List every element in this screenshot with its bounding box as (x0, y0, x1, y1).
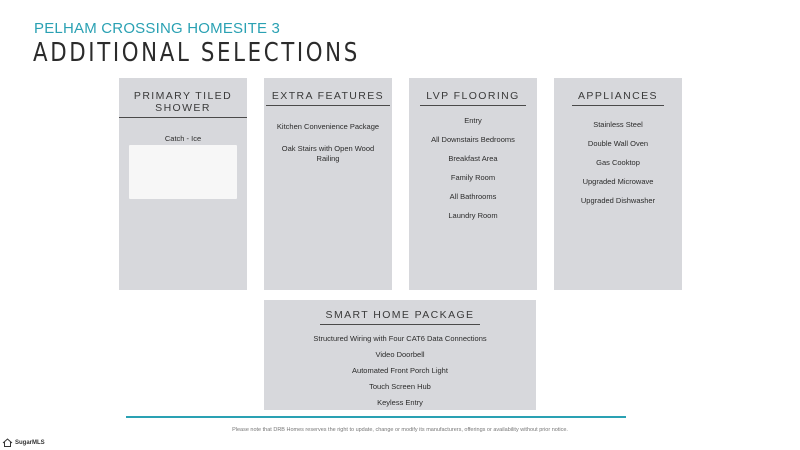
list-item: Kitchen Convenience Package (276, 122, 380, 131)
panel-lvp-flooring (409, 78, 537, 290)
house-icon (2, 438, 13, 447)
list-item: Stainless Steel (593, 120, 643, 129)
accent-rule (126, 416, 626, 418)
list-item: All Downstairs Bedrooms (431, 135, 515, 144)
list-item: Entry (464, 116, 482, 125)
panel-smart-home-package (264, 300, 536, 410)
list-item: Automated Front Porch Light (352, 366, 448, 375)
logo-text: SugarMLS (15, 439, 45, 446)
panel-appliances (554, 78, 682, 290)
list-item: Catch - Ice (164, 134, 202, 143)
mls-logo (2, 438, 45, 447)
panel-heading: APPLIANCES (572, 90, 664, 106)
list-item: Video Doorbell (375, 350, 425, 359)
community-subtitle: PELHAM CROSSING HOMESITE 3 (34, 20, 281, 37)
list-item: Keyless Entry (377, 398, 423, 407)
list-item: Upgraded Dishwasher (580, 196, 656, 205)
list-item: Breakfast Area (448, 154, 498, 163)
list-item: Family Room (450, 173, 496, 182)
panel-heading: EXTRA FEATURES (266, 90, 390, 106)
tile-swatch-image (129, 145, 237, 199)
panel-extra-features (264, 78, 392, 290)
list-item: Gas Cooktop (596, 158, 640, 167)
list-item: All Bathrooms (449, 192, 497, 201)
list-item: Structured Wiring with Four CAT6 Data Connections (313, 334, 487, 343)
list-item: Upgraded Microwave (582, 177, 654, 186)
list-item: Oak Stairs with Open Wood Railing (281, 144, 375, 163)
panel-primary-tiled-shower (119, 78, 247, 290)
page-title: ADDITIONAL SELECTIONS (33, 38, 360, 68)
panel-heading: LVP FLOORING (420, 90, 525, 106)
list-item: Touch Screen Hub (369, 382, 431, 391)
list-item: Double Wall Oven (587, 139, 649, 148)
disclaimer-text: Please note that DRB Homes reserves the right to update, change or modify its manufacturers, offerings or availability without prior notice. (232, 427, 568, 433)
panel-heading: SMART HOME PACKAGE (320, 309, 481, 325)
panel-heading: PRIMARY TILED SHOWER (119, 90, 247, 118)
list-item: Laundry Room (448, 211, 498, 220)
